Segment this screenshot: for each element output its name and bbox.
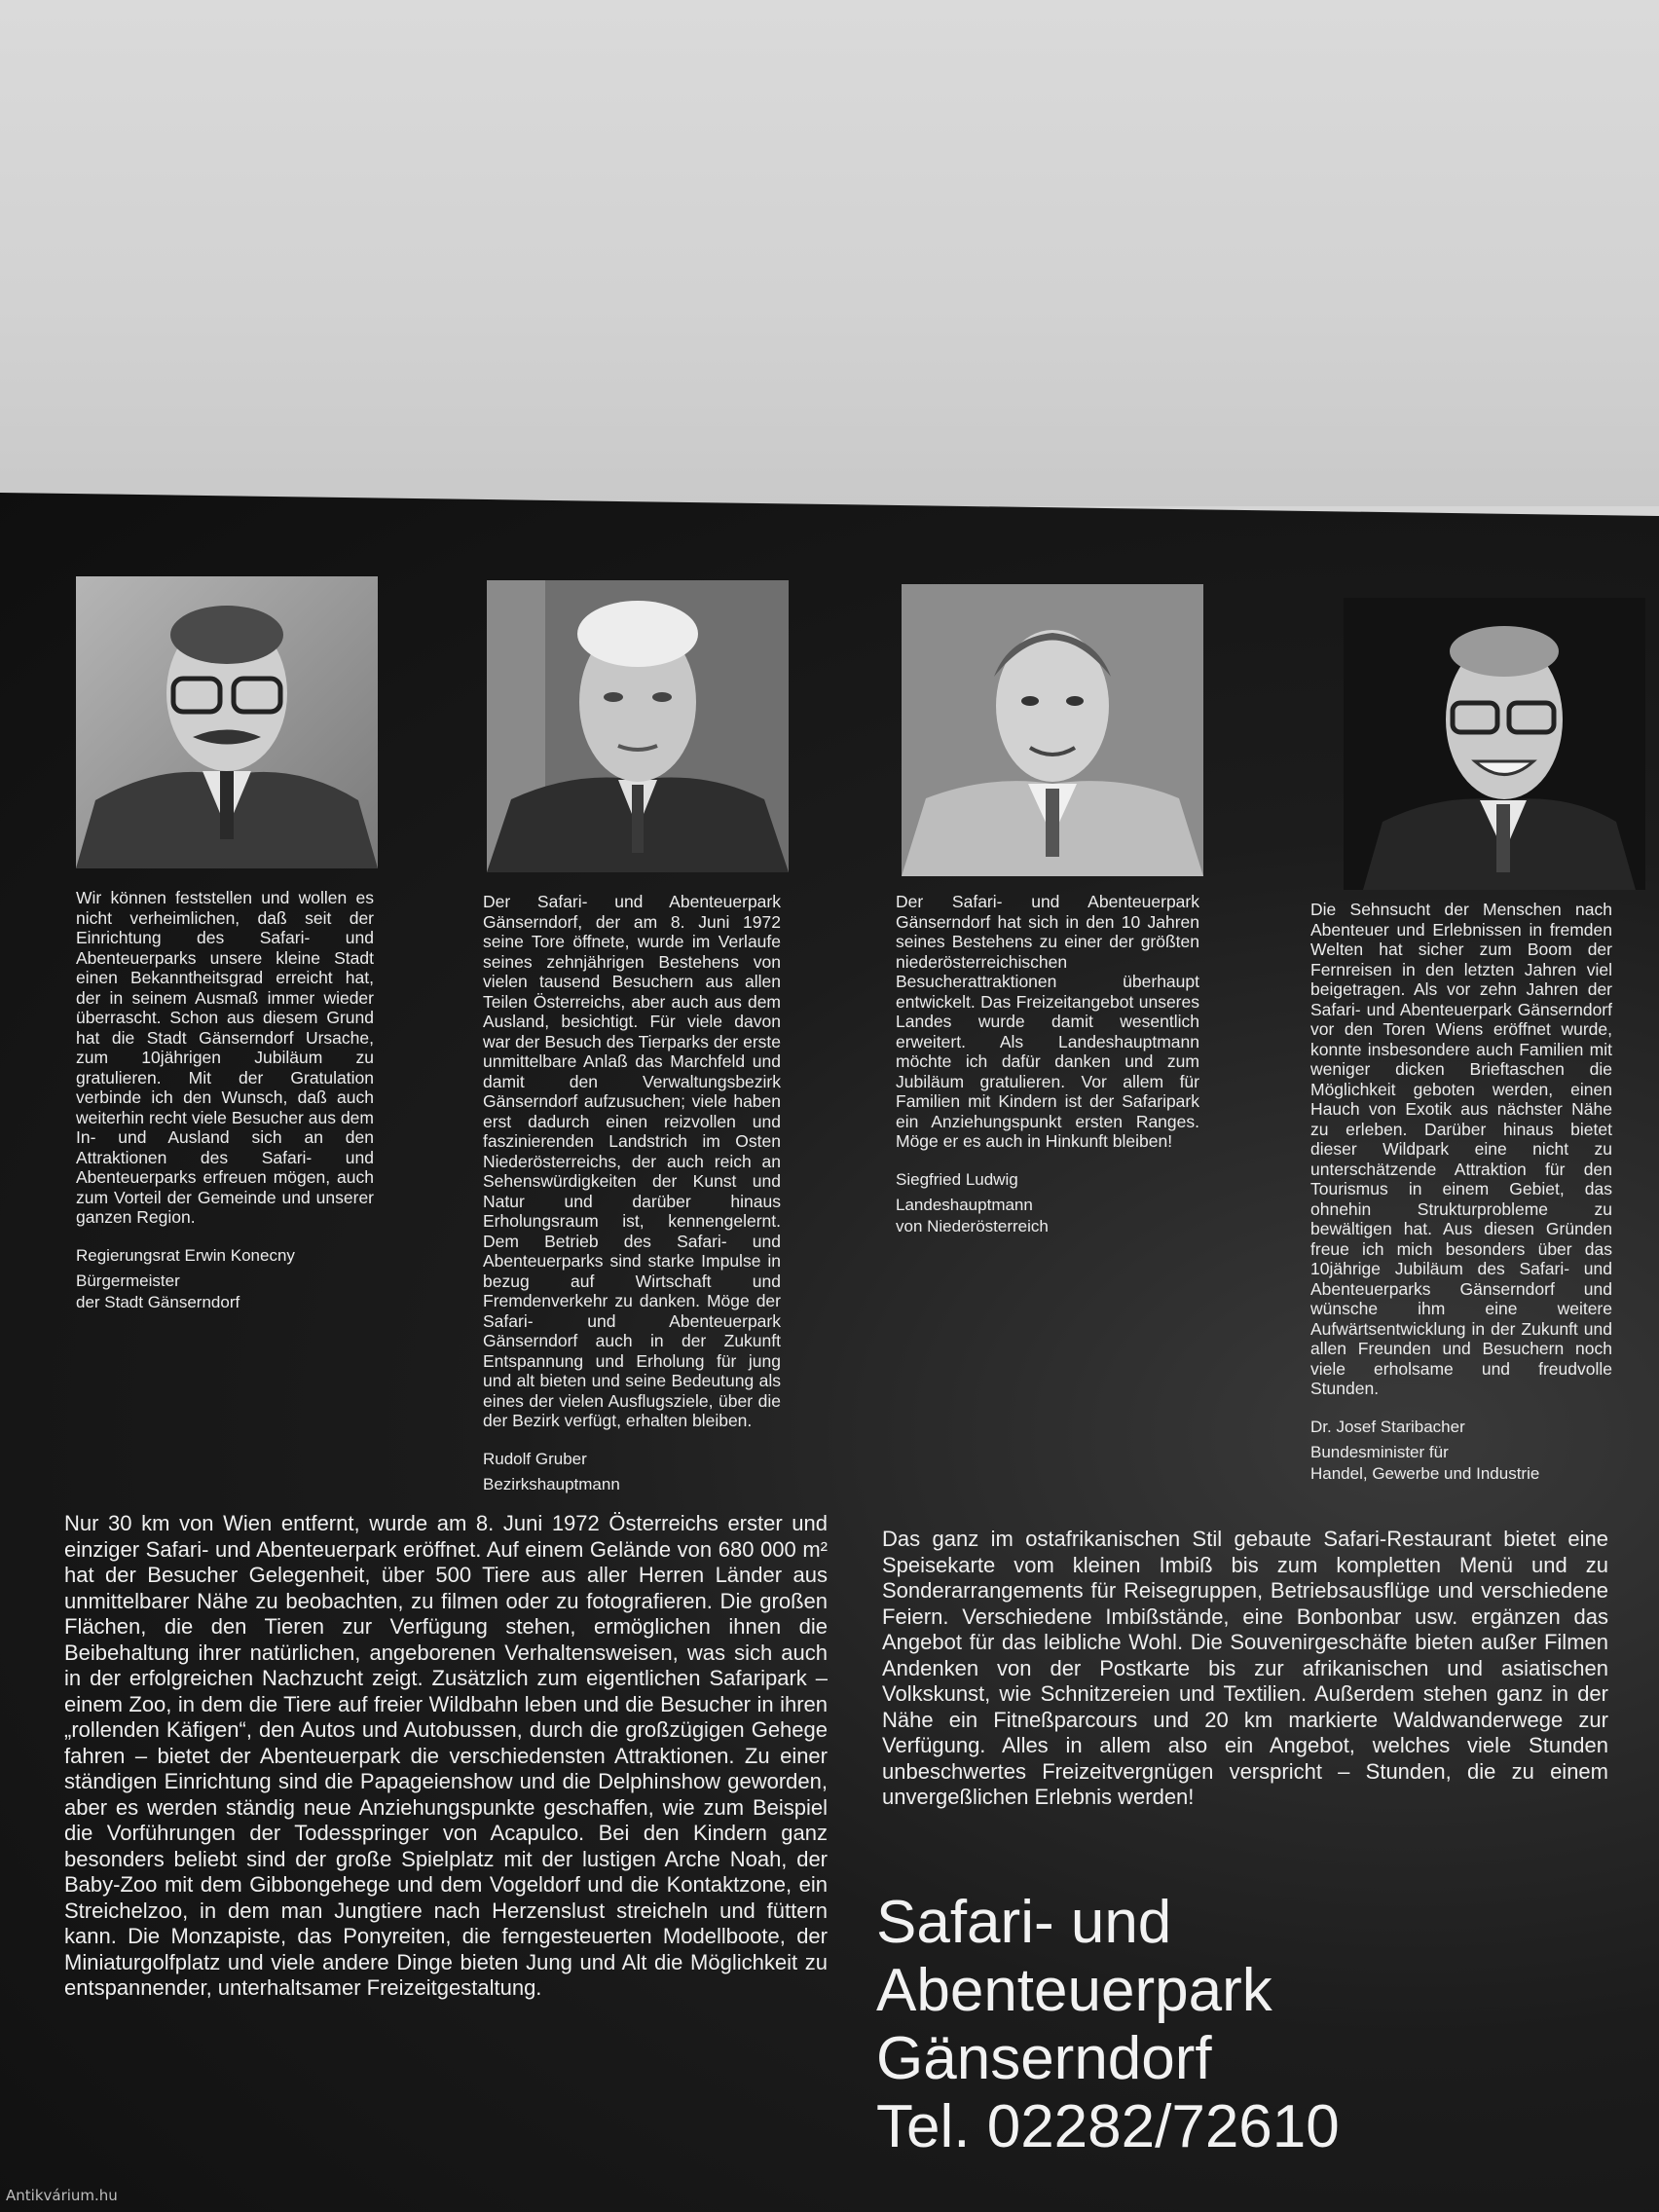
greeting-column-3 — [896, 892, 1199, 1237]
signature-block — [483, 1449, 781, 1495]
park-headline — [876, 1889, 1340, 2161]
portrait-photo-ludwig — [902, 584, 1203, 876]
signatory-name: Siegfried Ludwig — [896, 1169, 1018, 1189]
headline-line: Gänserndorf — [876, 2025, 1212, 2092]
signature-block — [1310, 1417, 1612, 1485]
portrait-photo-gruber — [487, 580, 789, 872]
portrait-image — [76, 576, 378, 868]
watermark: Antikvárium.hu — [6, 2187, 118, 2204]
portrait-photo-konecny — [76, 576, 378, 868]
signature-block — [896, 1169, 1199, 1237]
signatory-role: der Stadt Gänserndorf — [76, 1292, 240, 1311]
greeting-column-4 — [1310, 900, 1612, 1485]
phone-number: Tel. 02282/72610 — [876, 2093, 1340, 2160]
park-description-right — [882, 1527, 1608, 1811]
greeting-column-1 — [76, 888, 374, 1313]
signatory-name: Dr. Josef Staribacher — [1310, 1417, 1465, 1436]
greeting-text: Der Safari- und Abenteuerpark Gänserndorf, der am 8. Juni 1972 seine Tore öffnete, wurde im Verlaufe seines zehnjährigen Bestehens von vielen tausend Besuchern aus allen Teilen Österreichs, aber auch aus dem Ausland, besichtigt. Für viele davon war der Besuch des Tierparks der erste unmittelbare Anlaß das Marchfeld und damit den Verwaltungsbezirk Gänserndorf aufzusuchen; viele haben erst dadurch einen reizvollen und faszinierenden Landstrich im Osten Niederösterreichs, der auch reich an Sehenswürdigkeiten der Kunst und Natur und darüber hinaus Erholungsraum ist, kennengelernt. Dem Betrieb des Safari- und Abenteuerparks sind starke Impulse in bezug auf Wirtschaft und Fremdenverkehr zu danken. Möge der Safari- und Abenteuerpark Gänserndorf auch in der Zukunft Entspannung und Erholung für jung und alt bieten und seine Bedeutung als eines der vielen Ausflugsziele, über die der Bezirk verfügt, erhalten bleiben. — [483, 892, 781, 1430]
signatory-role: Bundesminister für — [1310, 1442, 1449, 1461]
article-text: Das ganz im ostafrikanischen Stil gebaute Safari-Restaurant bietet eine Speisekarte vom kleinen Imbiß bis zum kompletten Menü und zu Sonderarrangements für Reisegruppen, Betriebsausflüge und verschiedene Feiern. Verschiedene Imbißstände, eine Bonbonbar usw. ergänzen das Angebot für das leibliche Wohl. Die Souvenirgeschäfte bieten außer Filmen Andenken von der Postkarte bis zur afrikanischen und asiatischen Volkskunst, wie Schnitzereien und Textilien. Außerdem stehen ganz in der Nähe ein Fitneßparcours und 20 km markierte Waldwanderwege zur Verfügung. Alles in allem also ein Angebot, welches viele Stunden unbeschwertes Freizeitvergnügen verspricht – Stunden, die zu einem unvergeßlichen Erlebnis werden! — [882, 1527, 1608, 1809]
signatory-role: Bürgermeister — [76, 1271, 180, 1290]
portrait-image — [1344, 598, 1645, 890]
greeting-text: Die Sehnsucht der Menschen nach Abenteuer und Erlebnissen in fremden Welten hat sicher zum Boom der Fernreisen in den letzten Jahren viel beigetragen. Als vor zehn Jahren der Safari- und Abenteuerpark Gänserndorf vor den Toren Wiens eröffnet wurde, konnte insbesondere auch Familien mit weniger dicken Brieftaschen die Möglichkeit geboten werden, einen Hauch von Exotik aus nächster Nähe zu erleben. Darüber hinaus bietet dieser Wildpark eine nicht zu unterschätzende Attraktion für den Tourismus in einem Gebiet, das ohnehin Strukturprobleme zu bewältigen hat. Aus diesen Gründen freue ich mich besonders über das 10jährige Jubiläum des Safari- und Abenteuerparks Gänserndorf und wünsche ihm eine weitere Aufwärtsentwicklung in der Zukunft und allen Freunden und Besuchern noch viele erholsame und freudvolle Stunden. — [1310, 900, 1612, 1398]
signature-block — [76, 1245, 374, 1313]
article-text: Nur 30 km von Wien entfernt, wurde am 8. Juni 1972 Österreichs erster und einziger Safari- und Abenteuerpark eröffnet. Auf einem Gelände von 680 000 m² hat der Besucher Gelegenheit, über 500 Tiere aus aller Herren Länder aus unmittelbarer Nähe zu beobachten, zu filmen oder zu fotografieren. Die großen Flächen, die den Tieren zur Verfügung stehen, ermöglichen ihnen die Beibehaltung ihrer natürlichen, angeborenen Verhaltensweisen, was sich auch in der erfolgreichen Nachzucht zeigt. Zusätzlich zum eigentlichen Safaripark – einem Zoo, in dem die Tiere auf freier Wildbahn leben und die Besucher in ihren „rollenden Käfigen“, den Autos und Autobussen, durch die großzügigen Gehege fahren – bietet der Abenteuerpark die verschiedensten Attraktionen. Zu einer ständigen Einrichtung sind die Papageienshow und die Delphinshow geworden, aber es werden ständig neue Anziehungspunkte geschaffen, wie zum Beispiel die Vorführungen der Todesspringer von Acapulco. Bei den Kindern ganz besonders beliebt sind der große Spielplatz mit der lustigen Arche Noah, der Baby-Zoo mit dem Gibbongehege und dem Vogeldorf und die Kontaktzone, ein Streichelzoo, in dem man Jungtiere nach Herzenslust streicheln und füttern kann. Die Monzapiste, das Ponyreiten, die ferngesteuerten Modellboote, der Miniaturgolfplatz und viele andere Dinge bieten Jung und Alt die Möglichkeit zu entspannender, unterhaltsamer Freizeitgestaltung. — [64, 1511, 828, 2000]
headline-line: Abenteuerpark — [876, 1957, 1272, 2024]
park-description-left — [64, 1511, 828, 2002]
portrait-image — [902, 584, 1203, 876]
backdrop — [0, 0, 1659, 506]
headline-line: Safari- und — [876, 1889, 1172, 1956]
portrait-image — [487, 580, 789, 872]
signatory-role: Bezirkshauptmann — [483, 1474, 620, 1493]
greeting-text: Wir können feststellen und wollen es nicht verheimlichen, daß seit der Einrichtung des Safari- und Abenteuerparks unsere kleine Stadt einen Bekanntheitsgrad erreicht hat, der in seinem Ausmaß immer wieder überrascht. Schon aus diesem Grund hat die Stadt Gänserndorf Ursache, zum 10jährigen Jubiläum zu gratulieren. Mit der Gratulation verbinde ich den Wunsch, daß auch weiterhin recht viele Besucher aus dem In- und Ausland sich an den Attraktionen des Safari- und Abenteuerparks erfreuen mögen, auch zum Vorteil der Gemeinde und unserer ganzen Region. — [76, 888, 374, 1227]
portrait-photo-staribacher — [1344, 598, 1645, 890]
signatory-role: von Niederösterreich — [896, 1216, 1049, 1235]
greeting-column-2 — [483, 892, 781, 1495]
signatory-name: Regierungsrat Erwin Konecny — [76, 1245, 295, 1265]
signatory-role: Landeshauptmann — [896, 1195, 1033, 1214]
signatory-role: Handel, Gewerbe und Industrie — [1310, 1463, 1540, 1483]
signatory-name: Rudolf Gruber — [483, 1449, 587, 1468]
greeting-text: Der Safari- und Abenteuerpark Gänserndorf hat sich in den 10 Jahren seines Bestehens zu einer der größten niederösterreichischen Besucherattraktionen überhaupt entwickelt. Das Freizeitangebot unseres Landes wurde damit wesentlich erweitert. Als Landeshauptmann möchte ich dafür danken und zum Jubiläum gratulieren. Vor allem für Familien mit Kindern ist der Safaripark ein Anziehungspunkt ersten Ranges. Möge er es auch in Hinkunft bleiben! — [896, 892, 1199, 1151]
